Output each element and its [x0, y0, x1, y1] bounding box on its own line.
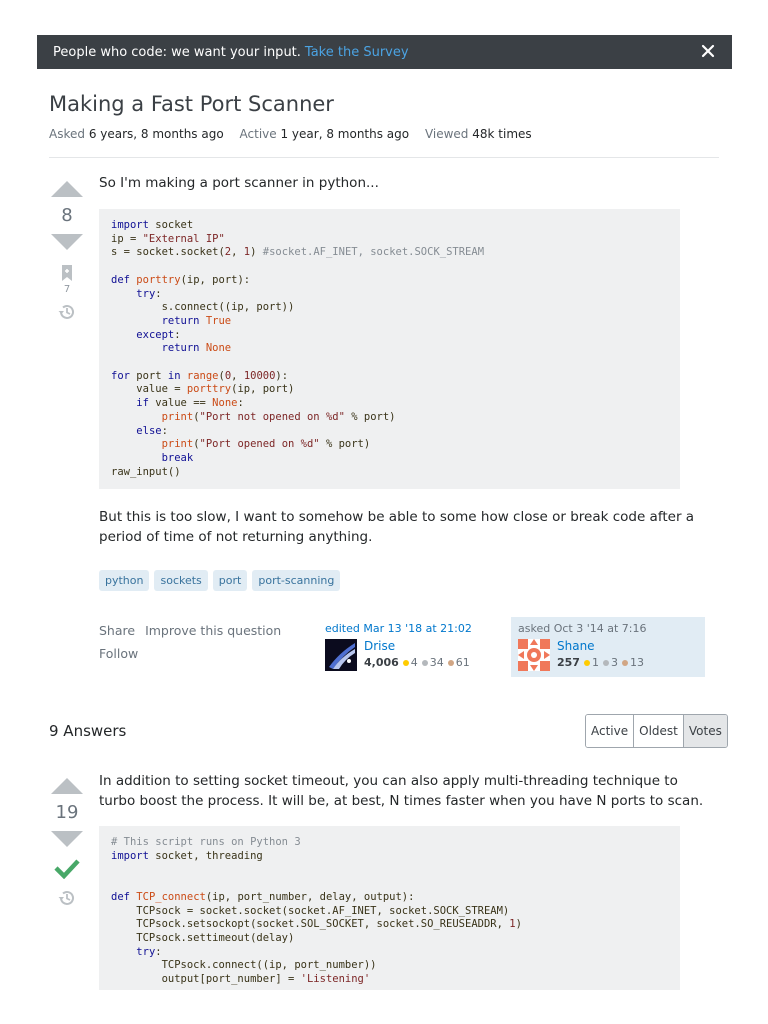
question-vote-cell: [49, 181, 85, 321]
answer-code-line: try:: [136, 945, 162, 958]
accepted-checkmark-icon: [54, 857, 80, 879]
question-code-line: else:: [136, 424, 168, 437]
answer-vote-count: 19: [55, 802, 79, 823]
banner-text: People who code: we want your input.: [53, 44, 301, 60]
answer-vote-cell: [49, 778, 85, 907]
active-value[interactable]: 1 year, 8 months ago: [280, 127, 410, 141]
question-code-line: value = porttry(ip, port): [111, 383, 295, 396]
history-icon[interactable]: [57, 889, 77, 907]
answer-code-line: def TCP_connect(ip, port_number, delay, output):: [111, 890, 415, 903]
downvote-icon[interactable]: [51, 831, 83, 847]
question-code-line: print("Port not opened on %d" % port): [161, 410, 396, 423]
owner-name[interactable]: Shane: [557, 639, 595, 653]
question-code-line: s = socket.socket(2, 1) #socket.AF_INET, socket.SOCK_STREAM: [111, 246, 485, 259]
answer-code-line: TCPsock = socket.socket(socket.AF_INET, socket.SOCK_STREAM): [111, 904, 510, 917]
upvote-icon[interactable]: [51, 181, 83, 197]
viewed-label: Viewed: [424, 127, 469, 141]
answer-code-line: TCPsock.setsockopt(socket.SOL_SOCKET, socket.SO_REUSEADDR, 1): [111, 918, 522, 931]
question-code-line: break: [161, 451, 194, 464]
owner-avatar[interactable]: [518, 639, 550, 671]
answer-code-line: TCPsock.settimeout(delay): [111, 931, 295, 944]
question-code-line: def porttry(ip, port):: [111, 273, 251, 286]
question-tags: [99, 570, 340, 591]
editor-gold: 4: [410, 656, 418, 669]
editor-silver: 34: [429, 656, 444, 669]
editor-name[interactable]: Drise: [364, 639, 396, 653]
survey-link[interactable]: Take the Survey: [304, 44, 409, 60]
bookmark-icon[interactable]: [60, 264, 74, 282]
tag-sockets[interactable]: sockets: [154, 570, 207, 591]
owner-bronze: 13: [629, 656, 644, 669]
question-code-line: import socket: [111, 219, 194, 231]
answer-code-line: output[port_number] = 'Listening': [111, 973, 371, 986]
question-intro: So I'm making a port scanner in python...: [99, 175, 379, 191]
gold-badge-icon: [403, 660, 409, 666]
asked-value[interactable]: 6 years, 8 months ago: [88, 127, 224, 141]
upvote-icon[interactable]: [51, 778, 83, 794]
question-post-menu: [99, 619, 287, 665]
editor-rep-score: 4,006: [364, 656, 399, 669]
header-divider: [49, 157, 719, 158]
sort-tab-votes[interactable]: Votes: [684, 715, 727, 747]
editor-signature: [318, 617, 512, 677]
viewed-value: 48k times: [472, 127, 532, 141]
silver-badge-icon: [422, 660, 428, 666]
question-code-line: if value == None:: [136, 397, 244, 410]
question-code-line: raw_input(): [111, 465, 181, 478]
editor-bronze: 61: [455, 656, 470, 669]
owner-reputation: [557, 656, 644, 669]
question-code-block: [99, 209, 680, 489]
answer-sort-tabs: [585, 714, 728, 748]
edited-time[interactable]: edited Mar 13 '18 at 21:02: [325, 622, 472, 635]
tag-python[interactable]: python: [99, 570, 149, 591]
answer-code-block: [99, 826, 680, 990]
editor-reputation: [364, 656, 470, 669]
favorite-count: 7: [63, 284, 71, 295]
bronze-badge-icon: [622, 660, 628, 666]
downvote-icon[interactable]: [51, 234, 83, 250]
question-vote-count: 8: [61, 205, 73, 226]
question-meta: [49, 127, 544, 141]
history-icon[interactable]: [57, 303, 77, 321]
gold-badge-icon: [584, 660, 590, 666]
share-link[interactable]: Share: [99, 623, 136, 638]
answer-code-line: TCPsock.connect((ip, port_number)): [111, 959, 377, 972]
question-code-line: except:: [136, 328, 181, 341]
tag-port[interactable]: port: [213, 570, 248, 591]
answer-code-line: import socket, threading: [111, 849, 263, 862]
answers-count: 9 Answers: [49, 722, 127, 740]
question-code-line: return None: [161, 342, 232, 355]
question-code-line: s.connect((ip, port)): [111, 301, 295, 314]
close-icon[interactable]: [700, 43, 716, 59]
owner-signature: [511, 617, 705, 677]
question-body-text: But this is too slow, I want to somehow be able to some how close or break code after a period of time of not returning anything.: [99, 509, 695, 545]
silver-badge-icon: [603, 660, 609, 666]
question-code-line: for port in range(0, 10000):: [111, 369, 289, 382]
answer-body-text: In addition to setting socket timeout, you can also apply multi-threading technique to turbo boost the process. It will be, at best, N times faster when you have N ports to scan.: [99, 773, 704, 809]
sort-tab-active[interactable]: Active: [586, 715, 634, 747]
active-label: Active: [239, 127, 277, 141]
question-code-line: return True: [161, 314, 232, 327]
owner-silver: 3: [610, 656, 618, 669]
asked-label: Asked: [49, 127, 85, 141]
bronze-badge-icon: [448, 660, 454, 666]
survey-banner: [37, 35, 732, 69]
question-title[interactable]: Making a Fast Port Scanner: [49, 92, 334, 116]
improve-link[interactable]: Improve this question: [145, 623, 282, 638]
question-code-line: ip = "External IP": [111, 232, 225, 245]
answer-code-line: # This script runs on Python 3: [111, 836, 301, 848]
follow-link[interactable]: Follow: [99, 646, 139, 661]
question-code-line: print("Port opened on %d" % port): [161, 438, 371, 451]
tag-port-scanning[interactable]: port-scanning: [252, 570, 340, 591]
owner-gold: 1: [591, 656, 599, 669]
editor-avatar[interactable]: [325, 639, 357, 671]
owner-rep-score: 257: [557, 656, 580, 669]
asked-time[interactable]: asked Oct 3 '14 at 7:16: [518, 622, 647, 635]
sort-tab-oldest[interactable]: Oldest: [634, 715, 684, 747]
question-code-line: try:: [136, 287, 162, 300]
